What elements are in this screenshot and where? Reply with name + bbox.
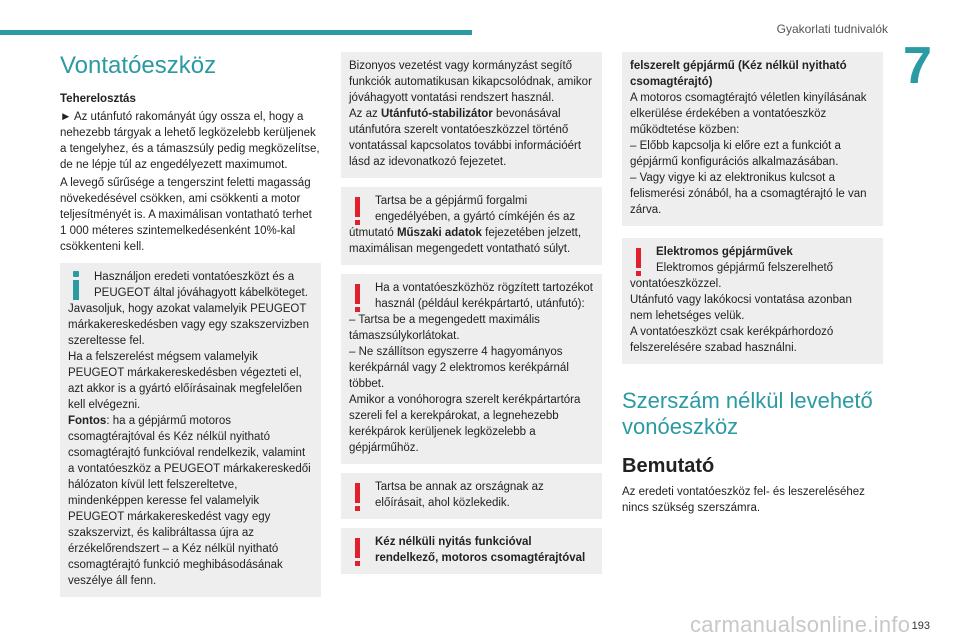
- chapter-number: 7: [903, 37, 932, 95]
- air-density-text: A levegő sűrűsége a tengerszint feletti magasság növekedésével csökken, ami csökkenti a motor teljesítményét is. A maximálisan vontatható terhet 1 000 méteres szintemelkedésenként 10%-kal csökkenteni kell.: [60, 176, 312, 253]
- hands-free-heading: Kéz nélküli nyitás funkcióval rendelkező, motoros csomagtérajtóval: [375, 536, 586, 564]
- info-icon: [68, 269, 88, 301]
- hands-free-text-2: – Előbb kapcsolja ki előre ezt a funkciót a gépjármű konfigurációs alkalmazásában.: [630, 140, 841, 168]
- warning-box-max-weight: [341, 187, 602, 265]
- section-title-detachable-towbar: Szerszám nélkül levehető vonóeszköz: [622, 388, 873, 440]
- warning-icon: [349, 193, 369, 225]
- column-2: [341, 52, 602, 583]
- warning-icon: [349, 534, 369, 566]
- hands-free-text-3: – Vagy vigye ki az elektronikus kulcsot a felismerési zónából, ha a csomagtérajtó le van zárva.: [630, 172, 867, 216]
- info-text-1: Használjon eredeti vontatóeszközt és a PEUGEOT által jóváhagyott kábelköteget. Javasoljuk, hogy azokat valamelyik PEUGEOT márkakereskedésben vagy egy szakszervizben szereltesse fel.: [68, 270, 309, 347]
- accessories-text-4: Amikor a vonóhorogra szerelt kerékpártartóra szereli fel a kerekpárokat, a legnehezebb kerékpárok kerüljenek legközelebb a gépjárműhöz.: [349, 394, 581, 454]
- warning-icon: [630, 244, 650, 276]
- header-accent-bar: [0, 30, 472, 35]
- electric-text-1: Elektromos gépjármű felszerelhető vontatóeszközzel.: [630, 262, 834, 290]
- hands-free-text-1: A motoros csomagtérajtó véletlen kinyílásának elkerülése érdekében a vontatóeszköz működtetése közben:: [630, 92, 867, 136]
- page-number: 193: [911, 620, 930, 632]
- country-rules-text: Tartsa be annak az országnak az előírásait, ahol közlekedik.: [375, 481, 544, 509]
- trailer-stability-text: Az az Utánfutó-stabilizátor bevonásával utánfutóra szerelt vontatóeszközzel történő vontatással kapcsolatos további információért lásd az idevonatkozó fejezetet.: [349, 108, 582, 168]
- info-text-3: Fontos: ha a gépjármű motoros csomagtérajtóval és Kéz nélkül nyitható csomagtérajtó funkcióval rendelkezik, valamint a vontatóeszköz a PEUGEOT márkakereskedői hálózaton kívül lett felszereltetve, mindenképpen keresse fel valamelyik PEUGEOT márkakereskedést vagy egy szakszervizt, és kalibráltassa újra az érzékelőrendszert – a Kéz nélkül nyitható csomagtérajtó funkció meghibásodásának veszélye áll fenn.: [68, 414, 311, 587]
- accessories-text-3: – Ne szállítson egyszerre 4 hagyományos kerékpárnál vagy 2 elektromos kerékpárnál többet.: [349, 346, 569, 390]
- note-box-driving-aids: [341, 52, 602, 178]
- warning-box-accessories: [341, 274, 602, 464]
- max-weight-text: Tartsa be a gépjármű forgalmi engedélyében, a gyártó címkéjén és az útmutató Műszaki adatok fejezetében jelzett, maximálisan megengedett vontatható súlyt.: [349, 195, 582, 255]
- electric-text-3: A vontatóeszközt csak kerékpárhordozó felszerelésére szabad használni.: [630, 326, 834, 354]
- hands-free-heading-cont: felszerelt gépjármű (Kéz nélkül nyitható csomagtérajtó): [630, 60, 847, 88]
- load-distribution-text: ► Az utánfutó rakományát úgy ossza el, hogy a nehezebb tárgyak a lehető legközelebb kerüljenek a tengelyhez, és a támaszsúly pedig megközelítse, de ne lépje túl az engedélyezett maximumot.: [60, 110, 320, 171]
- presentation-text: Az eredeti vontatóeszköz fel- és leszereléséhez nincs szükség szerszámra.: [622, 485, 865, 514]
- note-box-hands-free-cont: [622, 52, 883, 226]
- warning-icon: [349, 479, 369, 511]
- warning-box-country-rules: [341, 473, 602, 519]
- accessories-text-1: Ha a vontatóeszközhöz rögzített tartozékot használ (például kerékpártartó, utánfutó):: [375, 282, 593, 310]
- section-title-towing: Vontatóeszköz: [60, 52, 217, 79]
- info-text-2: Ha a felszerelést mégsem valamelyik PEUGEOT márkakereskedésben végezteti el, azt akkor is a gyártó előírásainak megfelelően kell elvégezni.: [68, 350, 302, 411]
- electric-text-2: Utánfutó vagy lakókocsi vontatása azonban nem lehetséges velük.: [630, 294, 852, 322]
- warning-box-electric-vehicles: [622, 238, 883, 364]
- column-3: [622, 52, 883, 518]
- watermark: carmanualsonline.info: [690, 612, 911, 637]
- driving-aids-text: Bizonyos vezetést vagy kormányzást segítő funkciók automatikusan kikapcsolódnak, amikor jóváhagyott vontatási rendszert használ.: [349, 60, 592, 104]
- info-box-genuine-towbar: [60, 263, 321, 597]
- warning-icon: [349, 280, 369, 312]
- accessories-text-2: – Tartsa be a megengedett maximális támaszsúlykorlátokat.: [349, 314, 540, 342]
- subhead-presentation: Bemutató: [622, 454, 715, 477]
- column-1: [60, 52, 321, 606]
- section-header: Gyakorlati tudnivalók: [776, 22, 888, 36]
- warning-box-hands-free: [341, 528, 602, 574]
- load-distribution-heading: Teherelosztás: [60, 92, 136, 105]
- electric-heading: Elektromos gépjárművek: [656, 246, 793, 258]
